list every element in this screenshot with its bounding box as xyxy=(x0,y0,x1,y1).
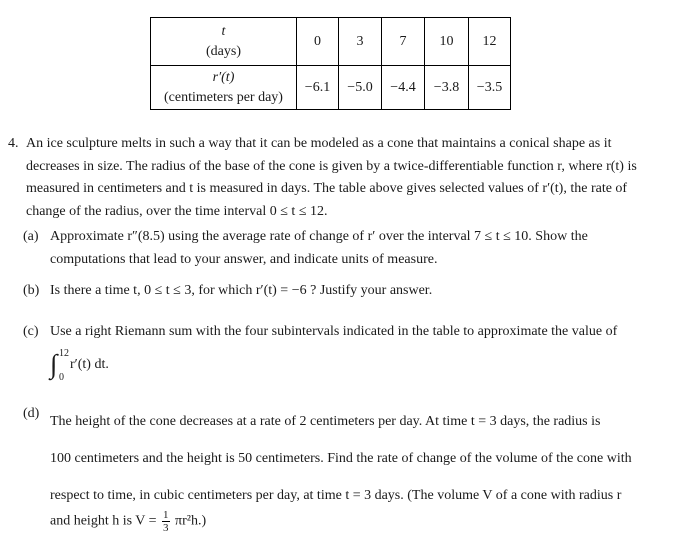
integrand: r′(t) dt. xyxy=(70,357,109,372)
fraction-numerator: 1 xyxy=(163,509,169,521)
table-cell: 3 xyxy=(339,18,382,66)
part-d-line: The height of the cone decreases at a rate of 2 centimeters per day. At time t = 3 days, the radius is xyxy=(50,414,601,429)
table-cell: −4.4 xyxy=(382,66,425,110)
fraction-one-third xyxy=(162,509,170,534)
table-cell: 7 xyxy=(382,18,425,66)
table-row-t xyxy=(151,18,511,66)
problem-statement xyxy=(8,133,676,223)
problem-line: change of the radius, over the time interval 0 ≤ t ≤ 12. xyxy=(26,203,328,219)
table-cell: −6.1 xyxy=(297,66,339,110)
problem-line: measured in centimeters and t is measured in days. The table above gives selected values of r′(t), the rate of xyxy=(26,181,628,196)
part-c xyxy=(23,321,673,344)
table-header-rprime xyxy=(151,66,297,110)
part-a-label: (a) xyxy=(23,229,39,244)
part-d-volume-formula xyxy=(50,509,206,534)
table-cell: 0 xyxy=(297,18,339,66)
part-a xyxy=(23,226,673,271)
integral-expression xyxy=(50,349,170,385)
part-b-label: (b) xyxy=(23,283,40,298)
table-row-rprime xyxy=(151,66,511,110)
integral-sign-icon: ∫ xyxy=(50,349,58,379)
table-cell: 10 xyxy=(425,18,469,66)
part-b xyxy=(23,280,673,303)
problem-line: decreases in size. The radius of the base of the cone is given by a twice-differentiable function r, where r(t) is xyxy=(26,158,637,174)
integral-lower-limit: 0 xyxy=(59,372,64,383)
table-header-t xyxy=(151,18,297,66)
problem-number: 4. xyxy=(8,136,19,151)
part-d-label: (d) xyxy=(23,406,40,421)
fraction-denominator: 3 xyxy=(163,522,169,534)
table-cell: −3.5 xyxy=(469,66,511,110)
formula-prefix: and height h is V = xyxy=(50,513,157,529)
part-c-line: Use a right Riemann sum with the four subintervals indicated in the table to approximate the value of xyxy=(50,324,618,339)
formula-suffix: πr²h.) xyxy=(175,513,207,529)
rprime-unit: (centimeters per day) xyxy=(164,89,283,105)
table-cell: −3.8 xyxy=(425,66,469,110)
part-a-line: computations that lead to your answer, and indicate units of measure. xyxy=(50,251,438,267)
table-cell: −5.0 xyxy=(339,66,382,110)
part-a-line: Approximate r″(8.5) using the average rate of change of r′ over the interval 7 ≤ t ≤ 10. Show the xyxy=(50,229,588,244)
rprime-variable: r′(t) xyxy=(212,69,235,85)
t-unit: (days) xyxy=(206,43,241,59)
problem-line: An ice sculpture melts in such a way that it can be modeled as a cone that maintains a conical shape as it xyxy=(26,136,612,151)
part-c-label: (c) xyxy=(23,324,39,339)
table-cell: 12 xyxy=(469,18,511,66)
part-d xyxy=(23,403,673,514)
part-d-line: respect to time, in cubic centimeters per day, at time t = 3 days. (The volume V of a cone with radius r xyxy=(50,488,622,503)
t-variable: t xyxy=(221,23,226,39)
integral-upper-limit: 12 xyxy=(59,348,69,359)
part-b-line: Is there a time t, 0 ≤ t ≤ 3, for which r′(t) = −6 ? Justify your answer. xyxy=(50,283,433,298)
data-table xyxy=(150,17,511,110)
part-d-line: 100 centimeters and the height is 50 centimeters. Find the rate of change of the volume of the cone with xyxy=(50,451,632,466)
